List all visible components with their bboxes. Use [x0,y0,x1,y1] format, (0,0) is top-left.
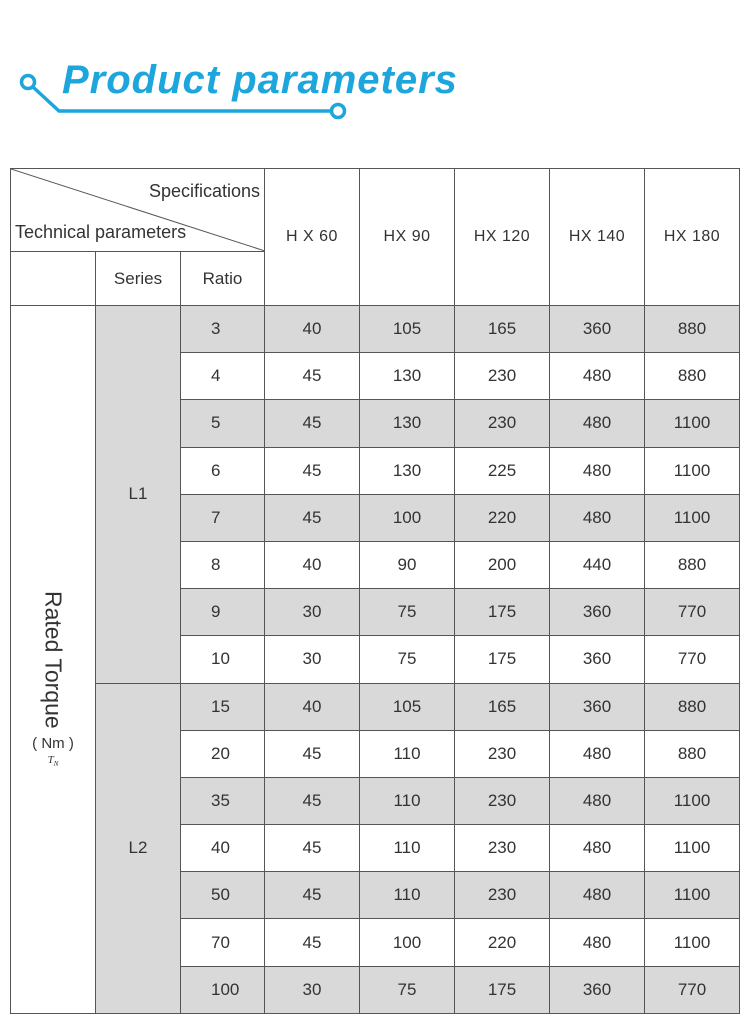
specifications-label: Specifications [148,181,260,201]
torque-value-cell: 75 [360,636,455,683]
model-header: H X 60 [265,169,360,306]
torque-value-cell: 1100 [645,872,740,919]
torque-value-cell: 75 [360,966,455,1013]
torque-value-cell: 110 [360,825,455,872]
torque-value-cell: 200 [455,541,550,588]
ratio-cell: 7 [181,494,265,541]
torque-value-cell: 130 [360,353,455,400]
torque-value-cell: 105 [360,306,455,353]
torque-value-cell: 45 [265,919,360,966]
torque-value-cell: 880 [645,306,740,353]
torque-value-cell: 1100 [645,919,740,966]
torque-value-cell: 480 [550,494,645,541]
torque-value-cell: 105 [360,683,455,730]
torque-value-cell: 770 [645,589,740,636]
ratio-cell: 10 [181,636,265,683]
torque-value-cell: 175 [455,966,550,1013]
model-header: HX 180 [645,169,740,306]
torque-value-cell: 130 [360,400,455,447]
torque-value-cell: 360 [550,306,645,353]
torque-value-cell: 480 [550,872,645,919]
diagonal-header-cell [11,169,265,252]
torque-value-cell: 220 [455,494,550,541]
torque-value-cell: 45 [265,353,360,400]
series-header: Series [96,252,181,306]
torque-value-cell: 225 [455,447,550,494]
torque-value-cell: 230 [455,730,550,777]
torque-value-cell: 480 [550,825,645,872]
torque-value-cell: 230 [455,353,550,400]
torque-value-cell: 230 [455,400,550,447]
table-row [11,683,740,730]
torque-value-cell: 440 [550,541,645,588]
torque-value-cell: 360 [550,966,645,1013]
ratio-header: Ratio [181,252,265,306]
technical-parameters-label: Technical parameters [15,222,187,242]
torque-value-cell: 100 [360,494,455,541]
torque-value-cell: 1100 [645,777,740,824]
torque-value-cell: 480 [550,777,645,824]
torque-value-cell: 40 [265,306,360,353]
torque-value-cell: 230 [455,872,550,919]
rated-torque-label: Rated Torque [40,590,67,729]
section-header [0,0,750,140]
rated-torque-label-cell [11,306,96,1014]
torque-value-cell: 40 [265,683,360,730]
blank-header-cell [11,252,96,306]
ratio-cell: 40 [181,825,265,872]
torque-value-cell: 45 [265,494,360,541]
torque-value-cell: 1100 [645,447,740,494]
parameters-table [10,168,740,1014]
ratio-cell: 6 [181,447,265,494]
ratio-cell: 20 [181,730,265,777]
ratio-cell: 4 [181,353,265,400]
torque-value-cell: 480 [550,919,645,966]
torque-value-cell: 45 [265,400,360,447]
rated-torque-symbol: $T_N$ [47,753,59,768]
series-cell: L1 [96,306,181,684]
torque-value-cell: 110 [360,730,455,777]
torque-value-cell: 230 [455,777,550,824]
torque-value-cell: 165 [455,683,550,730]
torque-value-cell: 45 [265,447,360,494]
torque-value-cell: 45 [265,730,360,777]
torque-value-cell: 1100 [645,825,740,872]
torque-value-cell: 175 [455,589,550,636]
torque-value-cell: 230 [455,825,550,872]
torque-value-cell: 75 [360,589,455,636]
torque-value-cell: 110 [360,872,455,919]
torque-value-cell: 880 [645,730,740,777]
torque-value-cell: 110 [360,777,455,824]
torque-value-cell: 770 [645,966,740,1013]
torque-value-cell: 45 [265,825,360,872]
table-row [11,306,740,353]
ratio-cell: 3 [181,306,265,353]
torque-value-cell: 100 [360,919,455,966]
torque-value-cell: 360 [550,589,645,636]
torque-value-cell: 30 [265,966,360,1013]
ratio-cell: 15 [181,683,265,730]
torque-value-cell: 880 [645,353,740,400]
torque-value-cell: 90 [360,541,455,588]
model-header: HX 120 [455,169,550,306]
torque-value-cell: 480 [550,447,645,494]
torque-value-cell: 1100 [645,494,740,541]
torque-value-cell: 30 [265,589,360,636]
torque-value-cell: 480 [550,353,645,400]
ratio-cell: 35 [181,777,265,824]
torque-value-cell: 880 [645,541,740,588]
torque-value-cell: 220 [455,919,550,966]
torque-value-cell: 360 [550,636,645,683]
torque-value-cell: 770 [645,636,740,683]
torque-value-cell: 360 [550,683,645,730]
torque-value-cell: 45 [265,777,360,824]
ratio-cell: 100 [181,966,265,1013]
torque-value-cell: 175 [455,636,550,683]
torque-value-cell: 480 [550,400,645,447]
page-title: Product parameters [62,58,458,102]
ratio-cell: 8 [181,541,265,588]
ratio-cell: 9 [181,589,265,636]
ratio-cell: 5 [181,400,265,447]
torque-value-cell: 40 [265,541,360,588]
rated-torque-unit: ( Nm ) [32,734,74,752]
torque-value-cell: 45 [265,872,360,919]
ratio-cell: 70 [181,919,265,966]
model-header: HX 140 [550,169,645,306]
torque-value-cell: 480 [550,730,645,777]
torque-value-cell: 165 [455,306,550,353]
ratio-cell: 50 [181,872,265,919]
torque-value-cell: 880 [645,683,740,730]
series-cell: L2 [96,683,181,1013]
torque-value-cell: 30 [265,636,360,683]
model-header: HX 90 [360,169,455,306]
torque-value-cell: 1100 [645,400,740,447]
torque-value-cell: 130 [360,447,455,494]
